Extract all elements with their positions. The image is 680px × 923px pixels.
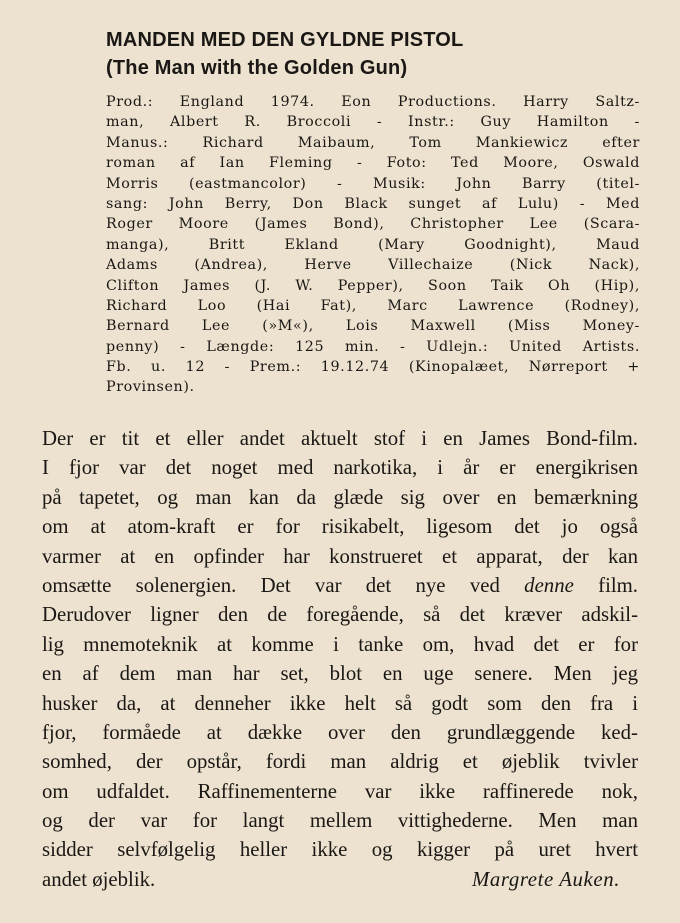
review-line: Derudover ligner den de foregående, så det kræver adskil-: [42, 603, 638, 627]
credits-line: Roger Moore (James Bond), Christopher Lee (Scara-: [106, 216, 640, 233]
credits-line: Morris (eastmancolor) - Musik: John Barry (titel-: [106, 175, 640, 192]
credits-line: Bernard Lee (»M«), Lois Maxwell (Miss Money-: [106, 318, 640, 335]
credits-line: penny) - Længde: 125 min. - Udlejn.: United Artists.: [106, 338, 640, 355]
review-line-text: omsætte solenergien. Det var det nye ved: [42, 573, 500, 597]
film-original-title: (The Man with the Golden Gun): [106, 57, 408, 79]
credits-line: Richard Loo (Hai Fat), Marc Lawrence (Rodney),: [106, 297, 640, 314]
credits-line: Manus.: Richard Maibaum, Tom Mankiewicz efter: [106, 134, 640, 151]
review-line: fjor, formåede at dække over den grundlæggende ked-: [42, 720, 638, 744]
review-line: om udfaldet. Raffinementerne var ikke raffinerede nok,: [42, 779, 638, 803]
review-line-text: andet øjeblik.: [42, 867, 156, 891]
credits-line: man, Albert R. Broccoli - Instr.: Guy Hamilton -: [106, 114, 640, 131]
author-signature: Margrete Auken.: [472, 867, 620, 891]
credits-line: sang: John Berry, Don Black sunget af Lulu) - Med: [106, 195, 640, 212]
review-line: somhed, der opstår, fordi man aldrig et øjeblik tvivler: [42, 750, 638, 774]
title-block: [106, 26, 646, 82]
review-line: husker da, at denneher ikke helt så godt som den fra i: [42, 691, 638, 715]
review-line: på tapetet, og man kan da glæde sig over en bemærkning: [42, 485, 638, 509]
emphasized-word: denne: [524, 573, 574, 597]
film-title: MANDEN MED DEN GYLDNE PISTOL: [106, 29, 464, 51]
review-line: lig mnemoteknik at komme i tanke om, hvad det er for: [42, 632, 638, 656]
credits-line: Adams (Andrea), Herve Villechaize (Nick Nack),: [106, 257, 640, 274]
review-line: og der var for langt mellem vittighederne. Men man: [42, 809, 638, 833]
credits-line: Prod.: England 1974. Eon Productions. Harry Saltz-: [106, 94, 640, 110]
review-line: om at atom-kraft er for risikabelt, ligesom det jo også: [42, 515, 638, 539]
review-line: en af dem man har set, blot en uge senere. Men jeg: [42, 662, 638, 686]
credits-line: roman af Ian Fleming - Foto: Ted Moore, Oswald: [106, 155, 640, 172]
credits-line: Clifton James (J. W. Pepper), Soon Taik Oh (Hip),: [106, 277, 640, 294]
review-line: varmer at en opfinder har konstrueret et apparat, der kan: [42, 544, 638, 568]
review-line-end: film.: [573, 573, 638, 597]
review-line: [42, 571, 638, 600]
credits-line: Fb. u. 12 - Prem.: 19.12.74 (Kinopalæet, Nørreport +: [106, 359, 640, 376]
review-body: [42, 424, 638, 894]
review-line: I fjor var det noget med narkotika, i år er energikrisen: [42, 456, 638, 480]
credits-block: [106, 92, 640, 398]
credits-line: Provinsen).: [106, 379, 195, 396]
review-line: sidder selvfølgelig heller ikke og kigger på uret hvert: [42, 838, 638, 862]
review-line-final: [42, 865, 638, 894]
review-line: Der er tit et eller andet aktuelt stof i en James Bond-film.: [42, 427, 638, 450]
credits-line: manga), Britt Ekland (Mary Goodnight), Maud: [106, 236, 640, 253]
